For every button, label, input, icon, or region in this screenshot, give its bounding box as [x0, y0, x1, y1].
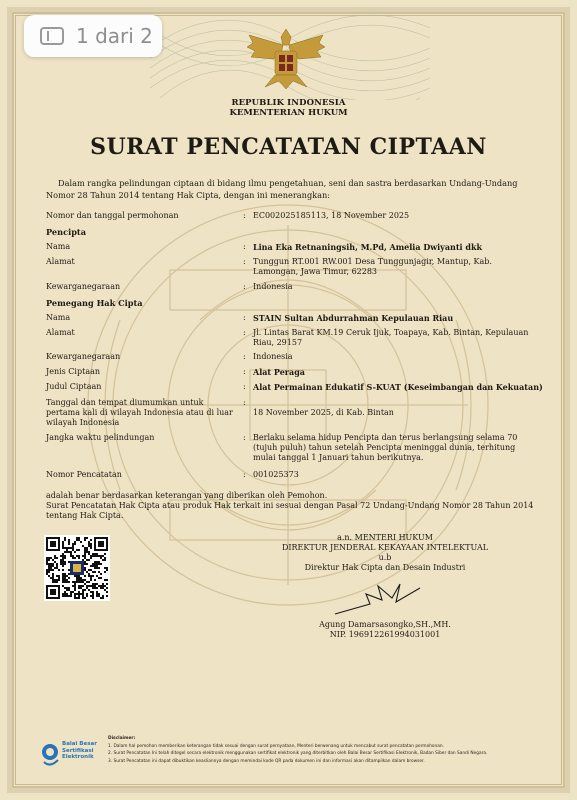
signature-line-3: u.b: [378, 553, 392, 562]
work-title-label: Judul Ciptaan: [46, 382, 102, 391]
colon: :: [243, 257, 246, 266]
pemegang-address-label: Alamat: [46, 328, 75, 337]
disclaimer: [108, 735, 538, 765]
work-type-label: Jenis Ciptaan: [46, 367, 101, 376]
section-pemegang: Pemegang Hak Cipta: [46, 298, 143, 308]
colon: :: [243, 382, 246, 391]
handwritten-signature: [330, 578, 440, 618]
bsre-line-3: Elektronik: [62, 754, 94, 760]
disclaimer-item: 1. Dalam hal pemohon memberikan keterangan tidak sesuai dengan surat pernyataan, Menteri berwenang untuk mencabut surat pencatatan permohonan.: [108, 743, 445, 749]
signatory-name: Agung Damarsasongko,SH.,MH.: [319, 620, 451, 629]
colon: :: [243, 328, 246, 337]
sidebar-panel-icon: [40, 27, 64, 45]
colon: :: [243, 313, 246, 322]
work-type-value: Alat Peraga: [253, 367, 305, 377]
pencipta-nationality-value: Indonesia: [253, 282, 293, 291]
header-ministry: KEMENTERIAN HUKUM: [229, 108, 348, 118]
qr-code[interactable]: [44, 535, 110, 601]
garuda-emblem-icon: [245, 25, 327, 93]
colon: :: [243, 352, 246, 361]
colon: :: [243, 398, 246, 407]
bsre-label: [62, 741, 97, 761]
pemegang-name-value: STAIN Sultan Abdurrahman Kepulauan Riau: [253, 313, 454, 323]
colon: :: [243, 211, 246, 220]
colon: :: [243, 367, 246, 376]
bsre-line-2: Sertifikasi: [62, 747, 94, 754]
work-term-value: Berlaku selama hidup Pencipta dan terus berlangsung selama 70 (tujuh puluh) tahun setelah Pencipta meninggal dunia, terhitung mulai tanggal 1 Januari tahun berikutnya.: [253, 433, 518, 462]
pemegang-nationality-label: Kewarganegaraan: [46, 352, 121, 361]
signature-line-4: Direktur Hak Cipta dan Desain Industri: [304, 563, 466, 572]
closing-text: [46, 491, 536, 521]
section-pencipta: Pencipta: [46, 227, 87, 237]
record-number-value: 001025373: [253, 470, 299, 479]
signatory-nip: NIP. 196912261994031001: [329, 630, 441, 639]
page-title: SURAT PENCATATAN CIPTAAN: [90, 134, 487, 160]
signatory: [300, 620, 470, 640]
page-indicator-pill[interactable]: [24, 15, 162, 57]
pemegang-address-value: Jl. Lintas Barat KM.19 Ceruk Ijuk, Toapaya, Kab. Bintan, Kepulauan Riau, 29157: [253, 328, 529, 347]
disclaimer-item: 2. Surat Pencatatan Ini telah ditegel secara elektronik menggunakan sertifikat elektronik yang diterbitkan oleh Balai Besar Sertifikasi Elektronik, Badan Siber dan Sandi Negara.: [108, 751, 488, 756]
disclaimer-heading: Disclaimer:: [108, 736, 136, 741]
colon: :: [243, 242, 246, 251]
pencipta-name-label: Nama: [46, 242, 71, 251]
pencipta-address-label: Alamat: [46, 257, 75, 266]
closing-line-2: Surat Pencatatan Hak Cipta atau produk Hak terkait ini sesuai dengan Pasal 72 Undang-Undang Nomor 28 Tahun 2014 tentang Hak Cipta.: [46, 501, 534, 520]
application-value: EC002025185113, 18 November 2025: [253, 211, 410, 220]
header-republic: REPUBLIK INDONESIA: [231, 98, 346, 108]
closing-line-1: adalah benar berdasarkan keterangan yang diberikan oleh Pemohon.: [46, 491, 328, 500]
record-number-label: Nomor Pencatatan: [46, 470, 122, 479]
pemegang-nationality-value: Indonesia: [253, 352, 293, 361]
signature-line-1: a.n. MENTERI HUKUM: [337, 533, 433, 542]
signature-block: [250, 533, 520, 573]
bsre-line-1: Balai Besar: [62, 741, 97, 747]
colon: :: [243, 433, 246, 442]
intro-paragraph: Dalam rangka pelindungan ciptaan di bidang ilmu pengetahuan, seni dan sastra berdasarkan Undang-Undang Nomor 28 Tahun 2014 tentang Hak Cipta, dengan ini menerangkan:: [46, 178, 518, 200]
pemegang-name-label: Nama: [46, 313, 71, 322]
signature-line-2: DIREKTUR JENDERAL KEKAYAAN INTELEKTUAL: [281, 543, 489, 552]
work-term-label: Jangka waktu pelindungan: [46, 433, 155, 442]
pencipta-nationality-label: Kewarganegaraan: [46, 282, 121, 291]
pencipta-address-value: Tunggun RT.001 RW.001 Desa Tunggunjagir, Mantup, Kab. Lamongan, Jawa Timur, 62283: [253, 257, 492, 276]
disclaimer-item: 3. Surat Pencatatan ini dapat dibuktikan keasliannya dengan memindai kode QR pada dokumen ini dan informasi akan ditampilkan dalam browser.: [108, 758, 425, 764]
work-title-value: Alat Permainan Edukatif S-KUAT (Keseimbangan dan Kekuatan): [253, 382, 543, 392]
colon: :: [243, 470, 246, 479]
application-label: Nomor dan tanggal permohonan: [46, 211, 179, 220]
colon: :: [243, 282, 246, 291]
page-indicator-text: 1 dari 2: [76, 24, 153, 48]
work-published-value: 18 November 2025, di Kab. Bintan: [253, 408, 394, 417]
work-published-label: Tanggal dan tempat diumumkan untuk pertama kali di wilayah Indonesia atau di luar wilayah Indonesia: [46, 398, 233, 427]
pencipta-name-value: Lina Eka Retnaningsih, M.Pd, Amelia Dwiyanti dkk: [253, 242, 483, 252]
